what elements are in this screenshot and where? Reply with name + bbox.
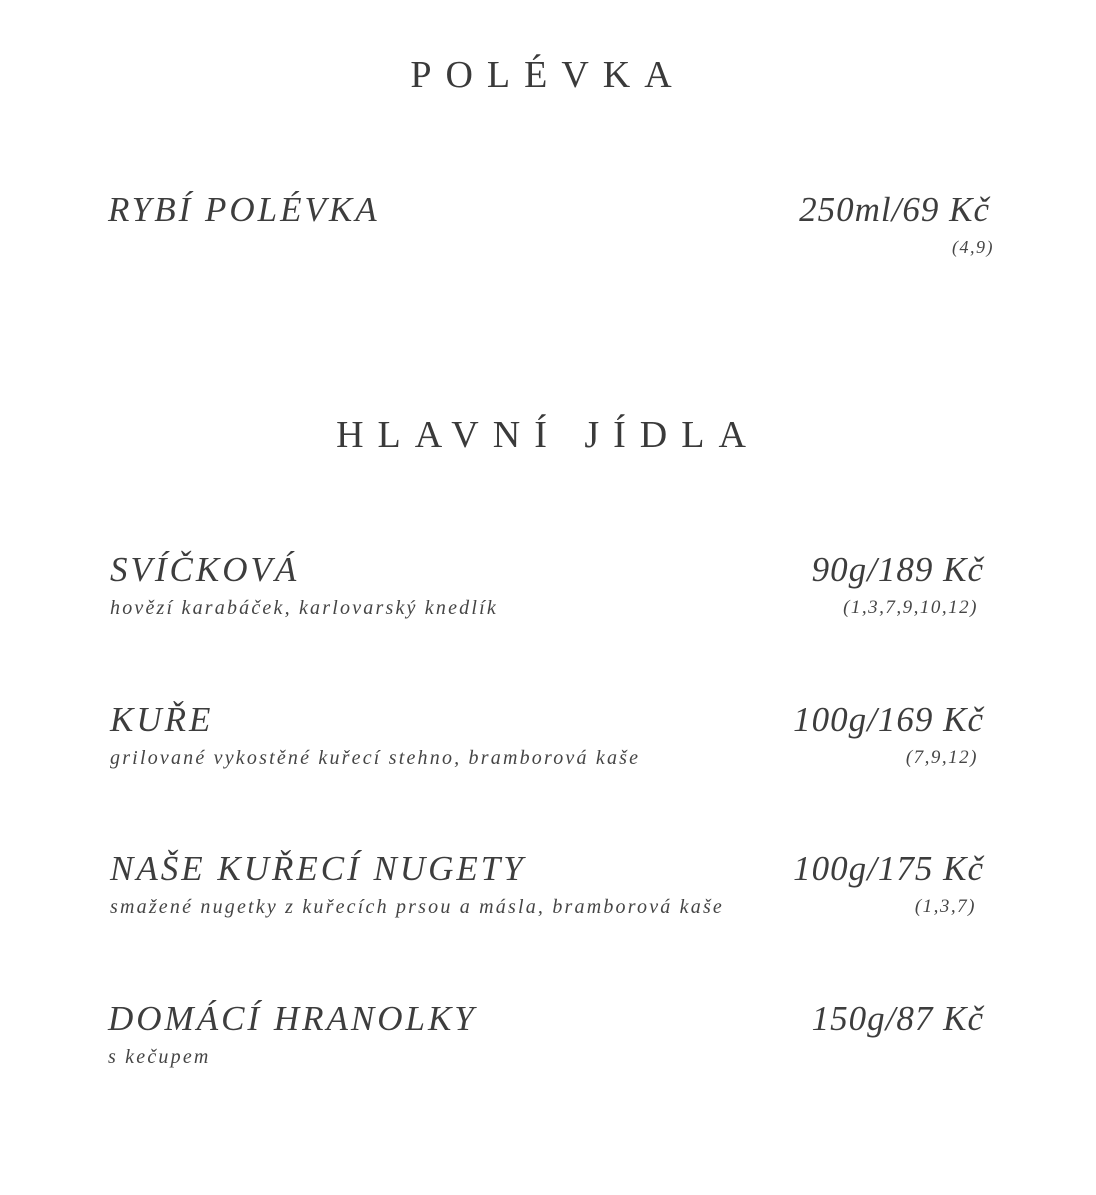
item-price: 100g/175 Kč — [793, 849, 984, 888]
item-allergens: (4,9) — [952, 237, 994, 257]
item-name: SVÍČKOVÁ — [110, 550, 300, 589]
item-price: 250ml/69 Kč — [799, 190, 990, 229]
item-name: NAŠE KUŘECÍ NUGETY — [110, 849, 526, 888]
item-allergens: (1,3,7,9,10,12) — [843, 597, 978, 618]
item-description: hovězí karabáček, karlovarský knedlík — [110, 597, 498, 619]
item-price: 150g/87 Kč — [811, 999, 984, 1038]
item-name: DOMÁCÍ HRANOLKY — [108, 999, 477, 1038]
section-title-hlavni-jidla: HLAVNÍ JÍDLA — [336, 414, 760, 456]
section-title-polevka: POLÉVKA — [410, 54, 686, 96]
item-allergens: (1,3,7) — [914, 896, 976, 917]
item-allergens: (7,9,12) — [905, 747, 978, 768]
item-name: RYBÍ POLÉVKA — [108, 190, 380, 229]
item-price: 100g/169 Kč — [793, 700, 984, 739]
item-description: grilované vykostěné kuřecí stehno, bramborová kaše — [110, 747, 641, 769]
item-description: s kečupem — [108, 1046, 211, 1068]
item-description: smažené nugetky z kuřecích prsou a másla, bramborová kaše — [110, 896, 725, 918]
item-name: KUŘE — [110, 700, 214, 739]
item-price: 90g/189 Kč — [811, 550, 984, 589]
